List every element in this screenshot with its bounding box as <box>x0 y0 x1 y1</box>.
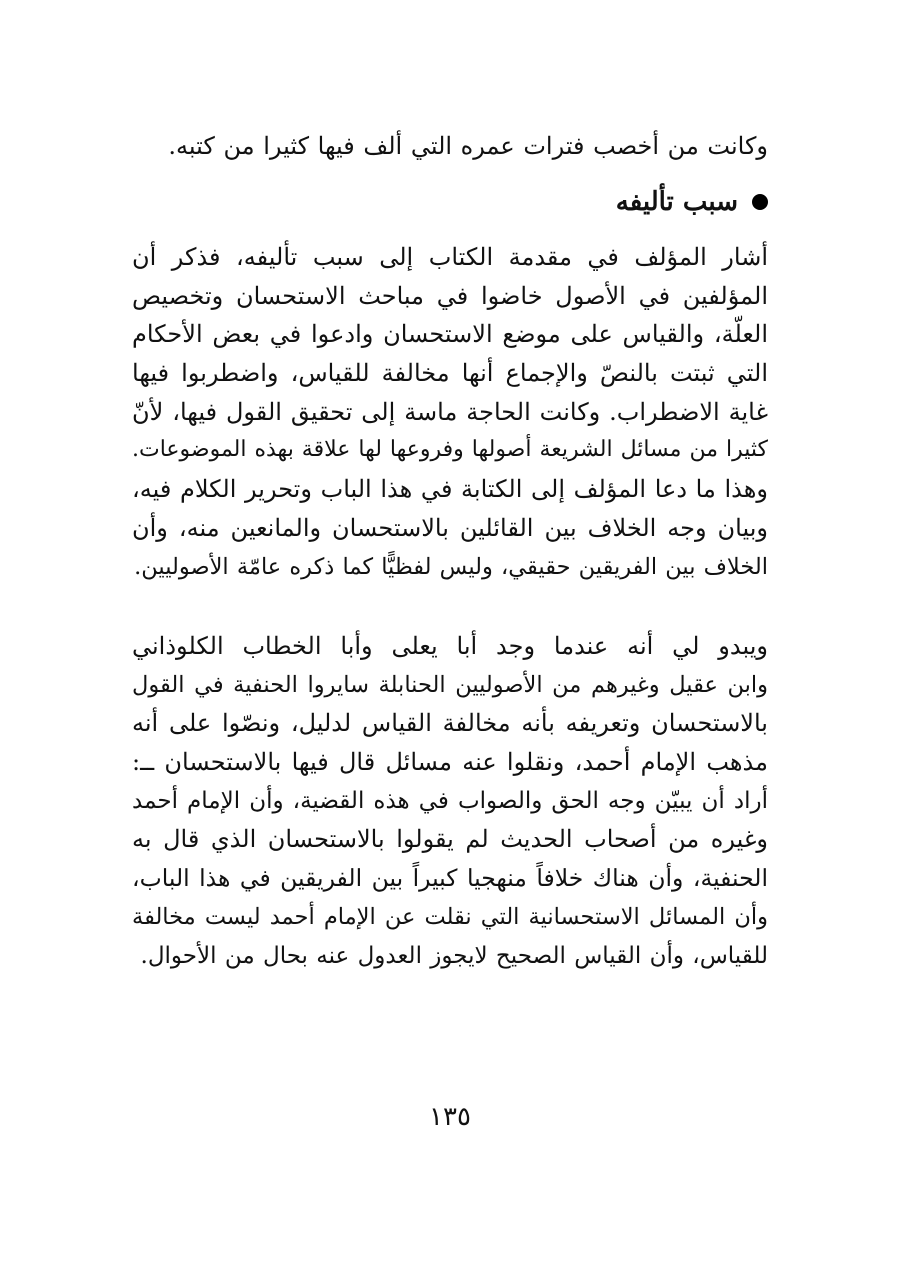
paragraph-reason-for-writing <box>132 238 768 586</box>
text-line: وكانت من أخصب فترات عمره التي ألف فيها كثيرا من كتبه. <box>168 132 768 160</box>
text-line: مذهب الإمام أحمد، ونقلوا عنه مسائل قال فيها بالاستحسان ــ: <box>132 748 768 777</box>
text-line: ويبدو لي أنه عندما وجد أبا يعلى وأبا الخطاب الكلوذاني <box>132 632 768 660</box>
text-line: وابن عقيل وغيرهم من الأصوليين الحنابلة سايروا الحنفية في القول <box>132 671 768 698</box>
text-line: الحنفية، وأن هناك خلافاً منهجيا كبيراً بين الفريقين في هذا الباب، <box>132 864 768 893</box>
text-line: العلّة، والقياس على موضع الاستحسان وادعوا في بعض الأحكام <box>132 320 768 349</box>
text-line: التي ثبتت بالنصّ والإجماع أنها مخالفة للقياس، واضطربوا فيها <box>132 359 768 388</box>
text-line: وأن المسائل الاستحسانية التي نقلت عن الإمام أحمد ليست مخالفة <box>132 903 768 930</box>
text-line: أراد أن يبيّن وجه الحق والصواب في هذه القضية، وأن الإمام أحمد <box>132 787 768 814</box>
text-line: أشار المؤلف في مقدمة الكتاب إلى سبب تأليفه، فذكر أن <box>132 243 768 271</box>
text-line: للقياس، وأن القياس الصحيح لايجوز العدول عنه بحال من الأحوال. <box>140 942 768 969</box>
text-line: وهذا ما دعا المؤلف إلى الكتابة في هذا الباب وتحرير الكلام فيه، <box>132 475 768 504</box>
section-heading <box>616 182 768 222</box>
page-number: ١٣٥ <box>429 1102 471 1132</box>
paragraph-author-view <box>132 627 768 975</box>
text-line: كثيرا من مسائل الشريعة أصولها وفروعها لها علاقة بهذه الموضوعات. <box>132 437 768 463</box>
text-line: المؤلفين في الأصول خاضوا في مباحث الاستحسان وتخصيص <box>132 281 768 310</box>
text-line: وبيان وجه الخلاف بين القائلين بالاستحسان والمانعين منه، وأن <box>132 513 768 542</box>
text-line: غاية الاضطراب. وكانت الحاجة ماسة إلى تحقيق القول فيها، لأنّ <box>132 397 768 426</box>
text-line: وغيره من أصحاب الحديث لم يقولوا بالاستحسان الذي قال به <box>132 825 768 854</box>
bullet-dot-icon <box>752 194 768 210</box>
section-heading-text: سبب تأليفه <box>615 187 738 217</box>
text-line: الخلاف بين الفريقين حقيقي، وليس لفظيًّا كما ذكره عامّة الأصوليين. <box>134 553 768 580</box>
intro-paragraph <box>132 127 768 166</box>
text-line: بالاستحسان وتعريفه بأنه مخالفة القياس لدليل، ونصّوا على أنه <box>132 709 768 738</box>
